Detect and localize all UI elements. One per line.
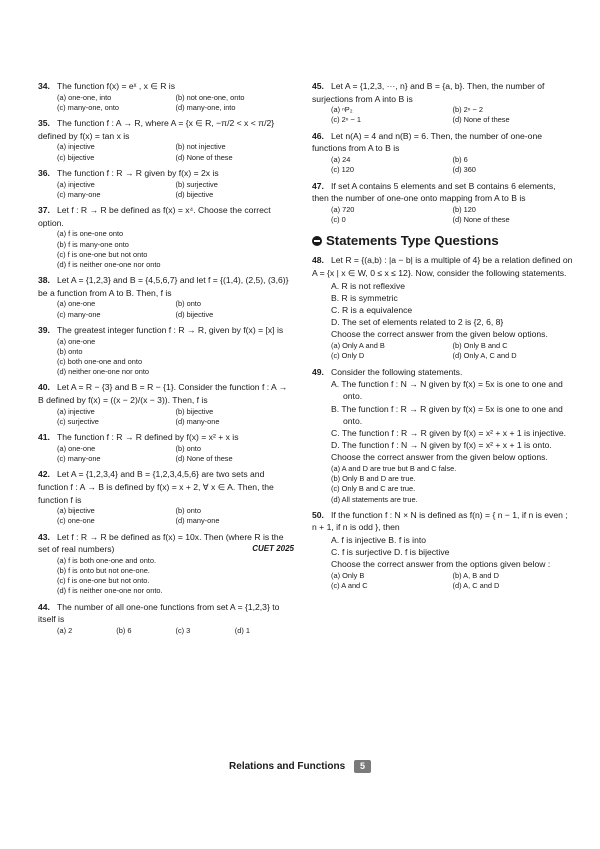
question-text: Let A = R − {3} and B = R − {1}. Consider the function f : A → B defined by f(x) = ((x − 2)/(x − 3)). Then, f is: [38, 382, 288, 405]
option: (c) many-one: [57, 454, 101, 464]
question-text: If the function f : N × N is defined as f(n) = { n − 1, if n is even ; n + 1, if n is odd }, then: [312, 509, 568, 533]
statement-list: [312, 378, 574, 451]
option: (c) bijective: [57, 152, 95, 162]
statement: C. The function f : R → R given by f(x) = x² + x + 1 is injective.: [331, 427, 567, 438]
option: (b) 6: [452, 154, 468, 164]
question-stem: [312, 130, 574, 155]
option: (a) f is both one-one and onto.: [57, 555, 157, 565]
question-text: Let f : R → R be defined as f(x) = x⁴. Choose the correct option.: [38, 205, 271, 228]
exam-tag: CUET 2025: [252, 544, 294, 554]
option: (a) injective: [57, 179, 95, 189]
option: (b) 2ⁿ − 2: [452, 105, 483, 115]
right-questions: [312, 80, 574, 225]
question-item: [38, 274, 294, 320]
question-stem: [38, 531, 294, 556]
footer-title: Relations and Functions: [229, 761, 346, 772]
option: (b) Only B and C: [452, 340, 508, 350]
option: (b) 120: [452, 204, 476, 214]
options-list: [38, 556, 294, 597]
question-text: Let A = {1,2,3} and B = {4,5,6,7} and let f = {(1,4), (2,5), (3,6)} be a function from A to B. Then, f is: [38, 275, 289, 298]
question-stem: [312, 254, 574, 279]
option: (a) injective: [57, 406, 95, 416]
option: (a) bijective: [57, 506, 95, 516]
question-stem: [38, 381, 294, 406]
statement: C. R is a equivalence: [331, 304, 413, 315]
question-number: 43.: [38, 531, 50, 542]
options-list: [38, 407, 294, 428]
option: (d) A, C and D: [452, 581, 500, 591]
question-number: 35.: [38, 118, 50, 129]
statement-questions: [312, 254, 574, 591]
question-number: 38.: [38, 275, 50, 286]
option: (b) onto: [175, 506, 201, 516]
question-item: [38, 381, 294, 427]
option: (d) None of these: [452, 115, 510, 125]
option: (d) bijective: [175, 309, 214, 319]
option: (d) 360: [452, 165, 476, 175]
question-number: 39.: [38, 324, 50, 335]
question-item: [38, 167, 294, 200]
question-number: 34.: [38, 81, 50, 91]
option: (c) 2ⁿ − 1: [331, 115, 362, 125]
option: (a) one-one, into: [57, 92, 112, 102]
option: (a) Only B: [331, 570, 365, 580]
statement: B. The function f : R → R given by f(x) = 5x is one to one and onto.: [331, 403, 563, 426]
options-list: [38, 506, 294, 527]
question-number: 42.: [38, 469, 50, 480]
option: (b) 6: [116, 625, 132, 635]
options-list: [38, 444, 294, 465]
options-list: [38, 229, 294, 270]
choose-text: Choose the correct answer from the given below options.: [331, 452, 548, 463]
options-list: [312, 155, 574, 176]
question-item: [312, 80, 574, 126]
question-number: 48.: [312, 255, 324, 266]
option: (d) All statements are true.: [331, 494, 418, 504]
question-number: 36.: [38, 167, 50, 178]
option: (c) Only B and C are true.: [331, 484, 416, 494]
option: (a) one-one: [57, 336, 96, 346]
option: (a) 24: [331, 154, 351, 164]
minus-circle-icon: [312, 236, 322, 246]
question-text: The function f : R → R given by f(x) = 2x is: [57, 167, 219, 178]
question-text: The function f : A → R, where A = {x ∈ R, −π/2 < x < π/2} defined by f(x) = tan x is: [38, 118, 275, 141]
question-text: Let f : R → R be defined as f(x) = 10x. Then (where R is the set of real numbers): [38, 531, 284, 555]
question-item: [38, 204, 294, 270]
question-stem: [38, 274, 294, 299]
option: (b) bijective: [175, 406, 214, 416]
choose-text: Choose the correct answer from the options given below :: [331, 559, 551, 570]
option: (c) f is one-one but not onto: [57, 249, 148, 259]
option: (d) neither one-one nor onto: [57, 367, 150, 377]
right-column: [312, 80, 574, 596]
question-text: Consider the following statements.: [331, 366, 463, 377]
statement-list: [312, 280, 574, 329]
question-item: [38, 468, 294, 526]
question-item: [38, 601, 294, 636]
options-list: [38, 337, 294, 378]
option: (a) f is one-one onto: [57, 229, 124, 239]
option: (b) surjective: [175, 179, 218, 189]
question-number: 44.: [38, 601, 50, 612]
option: (b) not injective: [175, 142, 226, 152]
statement: A. The function f : N → N given by f(x) = 5x is one to one and onto.: [331, 379, 563, 402]
page-footer: [0, 760, 600, 774]
choose-instruction: [312, 451, 574, 464]
question-stem: [38, 324, 294, 337]
question-stem: [38, 601, 294, 626]
question-item: [38, 324, 294, 377]
choose-instruction: [312, 328, 574, 341]
question-item: [38, 431, 294, 464]
question-item: [38, 531, 294, 597]
question-item: [312, 366, 574, 505]
option: (d) None of these: [452, 215, 510, 225]
option: (d) None of these: [175, 152, 233, 162]
option: (b) onto: [57, 346, 83, 356]
question-number: 46.: [312, 130, 324, 141]
question-text: Let n(A) = 4 and n(B) = 6. Then, the number of one-one functions from A to B is: [312, 130, 542, 154]
statement-list: [312, 534, 574, 558]
options-list: [38, 93, 294, 114]
option: (c) many-one, onto: [57, 102, 120, 112]
choose-instruction: [312, 558, 574, 571]
option: (d) f is neither one-one nor onto.: [57, 586, 163, 596]
option: (d) many-one: [175, 516, 220, 526]
question-item: [312, 180, 574, 226]
question-number: 49.: [312, 366, 324, 377]
question-stem: [38, 468, 294, 506]
question-stem: [38, 80, 294, 93]
question-stem: [38, 431, 294, 444]
option: (b) f is onto but not one-one.: [57, 566, 150, 576]
option: (c) both one-one and onto: [57, 356, 143, 366]
option: (a) ⁿP₂: [331, 105, 353, 115]
option: (c) Only D: [331, 351, 365, 361]
question-stem: [38, 167, 294, 180]
option: (c) A and C: [331, 581, 368, 591]
option: (b) onto: [175, 443, 201, 453]
option: (a) A and D are true but B and C false.: [331, 463, 457, 473]
option: (b) f is many-one onto: [57, 239, 129, 249]
option: (b) not one-one, onto: [175, 92, 245, 102]
option: (d) f is neither one-one nor onto: [57, 259, 161, 269]
option: (c) 3: [175, 625, 191, 635]
option: (c) one-one: [57, 516, 95, 526]
question-item: [38, 117, 294, 163]
question-text: The greatest integer function f : R → R, given by f(x) = [x] is: [57, 324, 284, 335]
option: (a) 2: [57, 625, 73, 635]
option: (d) 1: [234, 625, 250, 635]
left-column: [38, 80, 294, 640]
option: (a) one-one: [57, 299, 96, 309]
statement: A. R is not reflexive: [331, 280, 406, 291]
option: (d) Only A, C and D: [452, 351, 517, 361]
question-number: 50.: [312, 509, 324, 520]
page-number: 5: [354, 760, 371, 773]
section-title: Statements Type Questions: [326, 233, 499, 249]
question-text: Let A = {1,2,3,4} and B = {1,2,3,4,5,6} are two sets and function f : A → B is defined by f(x) = x + 2, ∀ x ∈ A. Then, the function f is: [38, 469, 274, 505]
options-list: [38, 142, 294, 163]
option: (c) many-one: [57, 309, 101, 319]
options-list: [312, 464, 574, 505]
choose-text: Choose the correct answer from the given below options.: [331, 329, 548, 340]
options-list: [312, 105, 574, 126]
question-stem: [38, 204, 294, 229]
statement: D. The set of elements related to 2 is {2, 6, 8}: [331, 317, 504, 328]
option: (d) None of these: [175, 454, 233, 464]
option: (d) many-one: [175, 416, 220, 426]
statement: B. R is symmetric: [331, 292, 398, 303]
question-text: Let A = {1,2,3, ···, n} and B = {a, b}. Then, the number of surjections from A into B is: [312, 81, 545, 104]
question-item: [312, 509, 574, 592]
question-number: 40.: [38, 382, 50, 393]
question-text: If set A contains 5 elements and set B contains 6 elements, then the number of one-one onto mapping from A to B is: [312, 180, 556, 204]
section-heading: [312, 233, 574, 249]
question-stem: [312, 80, 574, 105]
option: (a) one-one: [57, 443, 96, 453]
question-stem: [312, 366, 574, 379]
options-list: [312, 205, 574, 226]
option: (d) bijective: [175, 189, 214, 199]
question-text: The number of all one-one functions from set A = {1,2,3} to itself is: [38, 601, 280, 625]
question-stem: [312, 180, 574, 205]
options-list: [38, 299, 294, 320]
statement: C. f is surjective D. f is bijective: [331, 547, 450, 558]
option: (c) 0: [331, 215, 346, 225]
question-text: The function f : R → R defined by f(x) = x² + x is: [57, 432, 239, 443]
option: (c) 120: [331, 165, 355, 175]
options-list: [38, 180, 294, 201]
option: (b) Only B and D are true.: [331, 474, 416, 484]
question-text: The function f(x) = eˣ , x ∈ R is: [57, 81, 176, 91]
option: (d) many-one, into: [175, 102, 236, 112]
option: (a) Only A and B: [331, 340, 385, 350]
question-number: 45.: [312, 81, 324, 91]
statement: A. f is injective B. f is into: [331, 534, 427, 545]
question-number: 37.: [38, 205, 50, 216]
option: (c) surjective: [57, 416, 99, 426]
option: (a) 720: [331, 204, 355, 214]
question-item: [312, 254, 574, 361]
question-item: [38, 80, 294, 113]
option: (b) A, B and D: [452, 570, 499, 580]
options-list: [38, 626, 294, 636]
option: (b) onto: [175, 299, 201, 309]
question-stem: [312, 509, 574, 534]
question-stem: [38, 117, 294, 142]
option: (c) f is one-one but not onto.: [57, 576, 150, 586]
question-number: 41.: [38, 432, 50, 443]
question-item: [312, 130, 574, 176]
options-list: [312, 571, 574, 592]
question-number: 47.: [312, 180, 324, 191]
option: (a) injective: [57, 142, 95, 152]
options-list: [312, 341, 574, 362]
option: (c) many-one: [57, 189, 101, 199]
question-text: Let R = {(a,b) : |a − b| is a multiple of 4} be a relation defined on A = {x | x ∈ W, 0 ≤ x ≤ 12}. Now, consider the following statements.: [312, 255, 573, 278]
statement: D. The function f : N → N given by f(x) = x² + x + 1 is onto.: [331, 440, 552, 451]
